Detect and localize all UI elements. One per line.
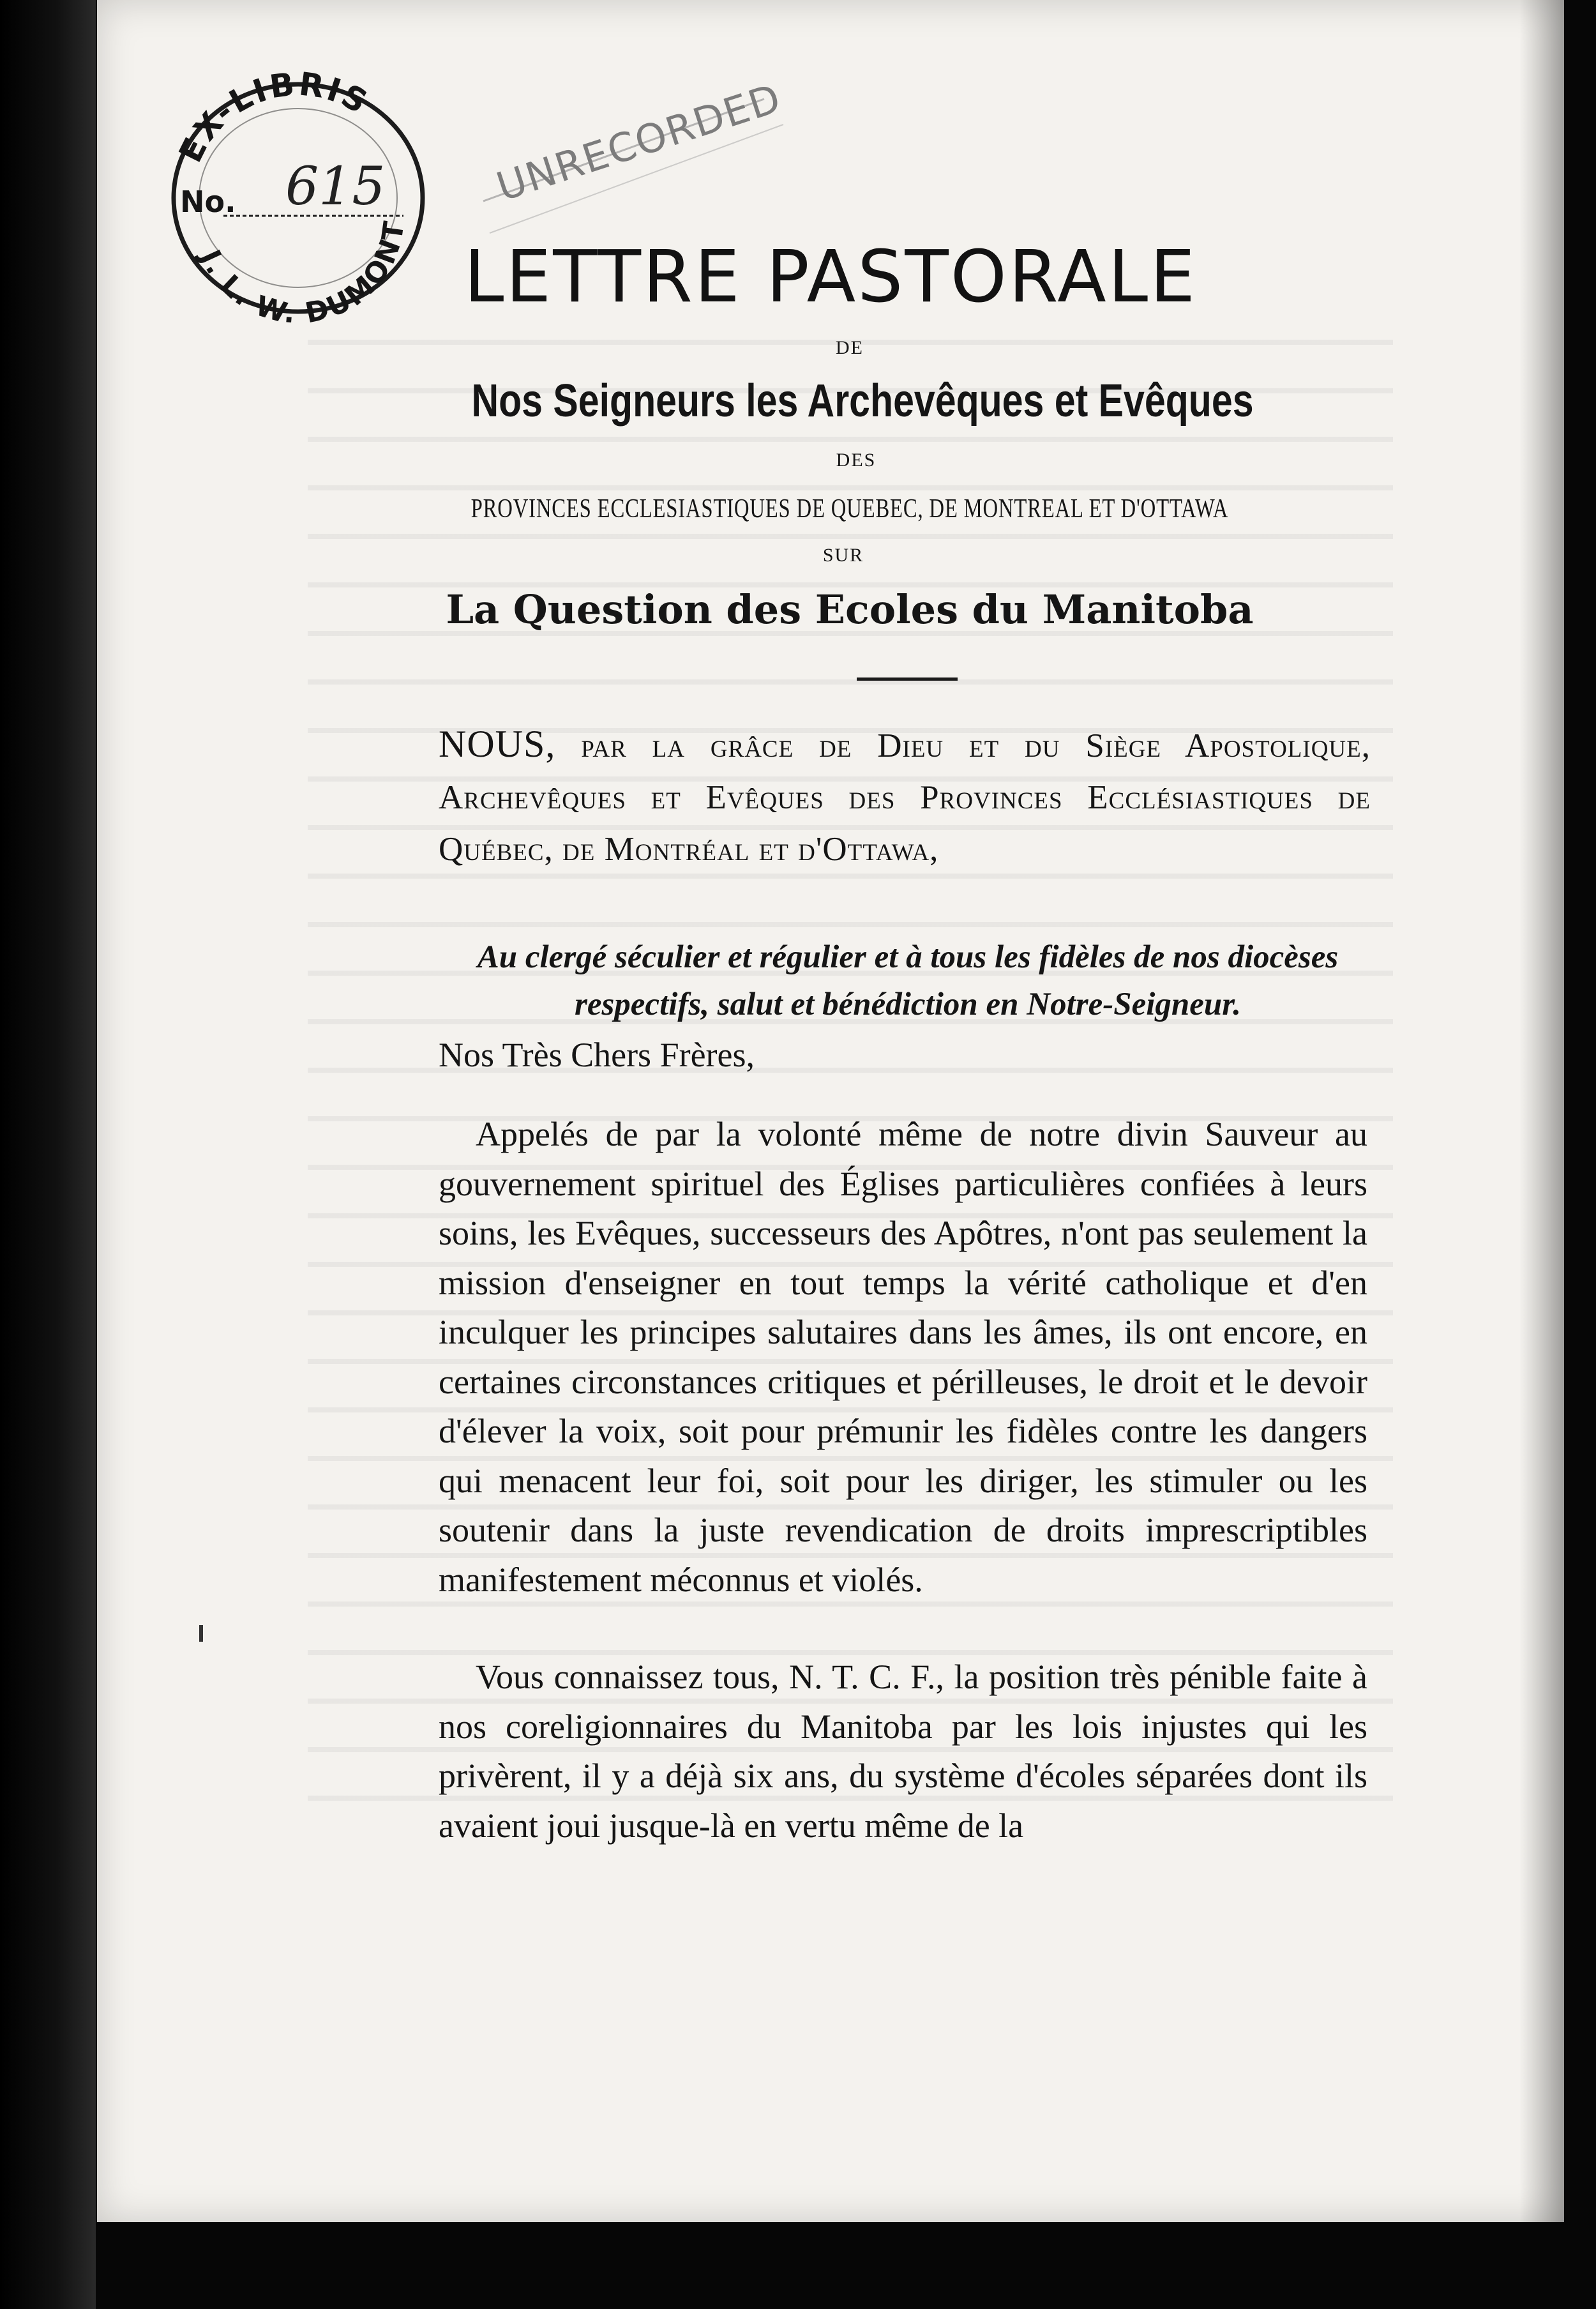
question-heading: La Question des Ecoles du Manitoba [446,586,1254,633]
pencil-annotation-text: UNRECORDED [491,74,787,211]
prelates-heading: Nos Seigneurs les Archevêques et Evêques [471,375,1254,427]
stamp-number-label: No. [180,185,236,219]
title-des: DES [836,450,877,471]
stamp-number-value: 615 [285,156,386,217]
nous-lead: NOUS, [439,723,556,765]
heading-divider [857,678,958,681]
margin-mark [199,1625,203,1642]
title-sur: SUR [822,545,864,566]
document-body [97,0,1564,2222]
salutation: Nos Très Chers Frères, [439,1036,755,1074]
nous-text: par la grâce de Dieu et du Siège Apostolique, Archevêques et Evêques des Provinces Ecclésiastiques de Québec, de Montréal et d'Ottawa, [439,727,1371,868]
scan-left-margin [0,0,96,2309]
stamp-owner: J. L. W. DUMONT [193,217,411,330]
title-de: DE [836,337,864,358]
nous-paragraph [439,718,1371,875]
document-title: LETTRE PASTORALE [464,236,1197,319]
paper-page [97,0,1564,2222]
stamp-top-text: EX-LIBRIS [172,65,376,169]
paragraph-2: Vous connaissez tous, N. T. C. F., la position très pénible faite à nos coreligionnaires du Manitoba par les lois injustes qui les privèrent, il y a déjà six ans, du système d'écoles séparées dont ils avaient joui jusque-là en vertu même de la [439,1658,1367,1845]
provinces-heading: PROVINCES ECCLESIASTIQUES DE QUEBEC, DE MONTREAL ET D'OTTAWA [471,494,1229,524]
address-line: Au clergé séculier et régulier et à tous les fidèles de nos diocèses respectifs, salut et bénédiction en Notre-Seigneur. [477,939,1339,1022]
paragraph-1: Appelés de par la volonté même de notre divin Sauveur au gouvernement spirituel des Églises particulières confiées à leurs soins, les Evêques, successeurs des Apôtres, n'ont pas seulement la mission d'enseigner en tout temps la vérité catholique et d'en inculquer les principes salutaires dans les âmes, ils ont encore, en certaines circonstances critiques et périlleuses, le droit et le devoir d'élever la voix, soit pour prémunir les fidèles contre les dangers qui menacent leur foi, soit pour les diriger, les stimuler ou les soutenir dans la juste revendication de droits imprescriptibles manifestement méconnus et violés. [439,1115,1367,1599]
